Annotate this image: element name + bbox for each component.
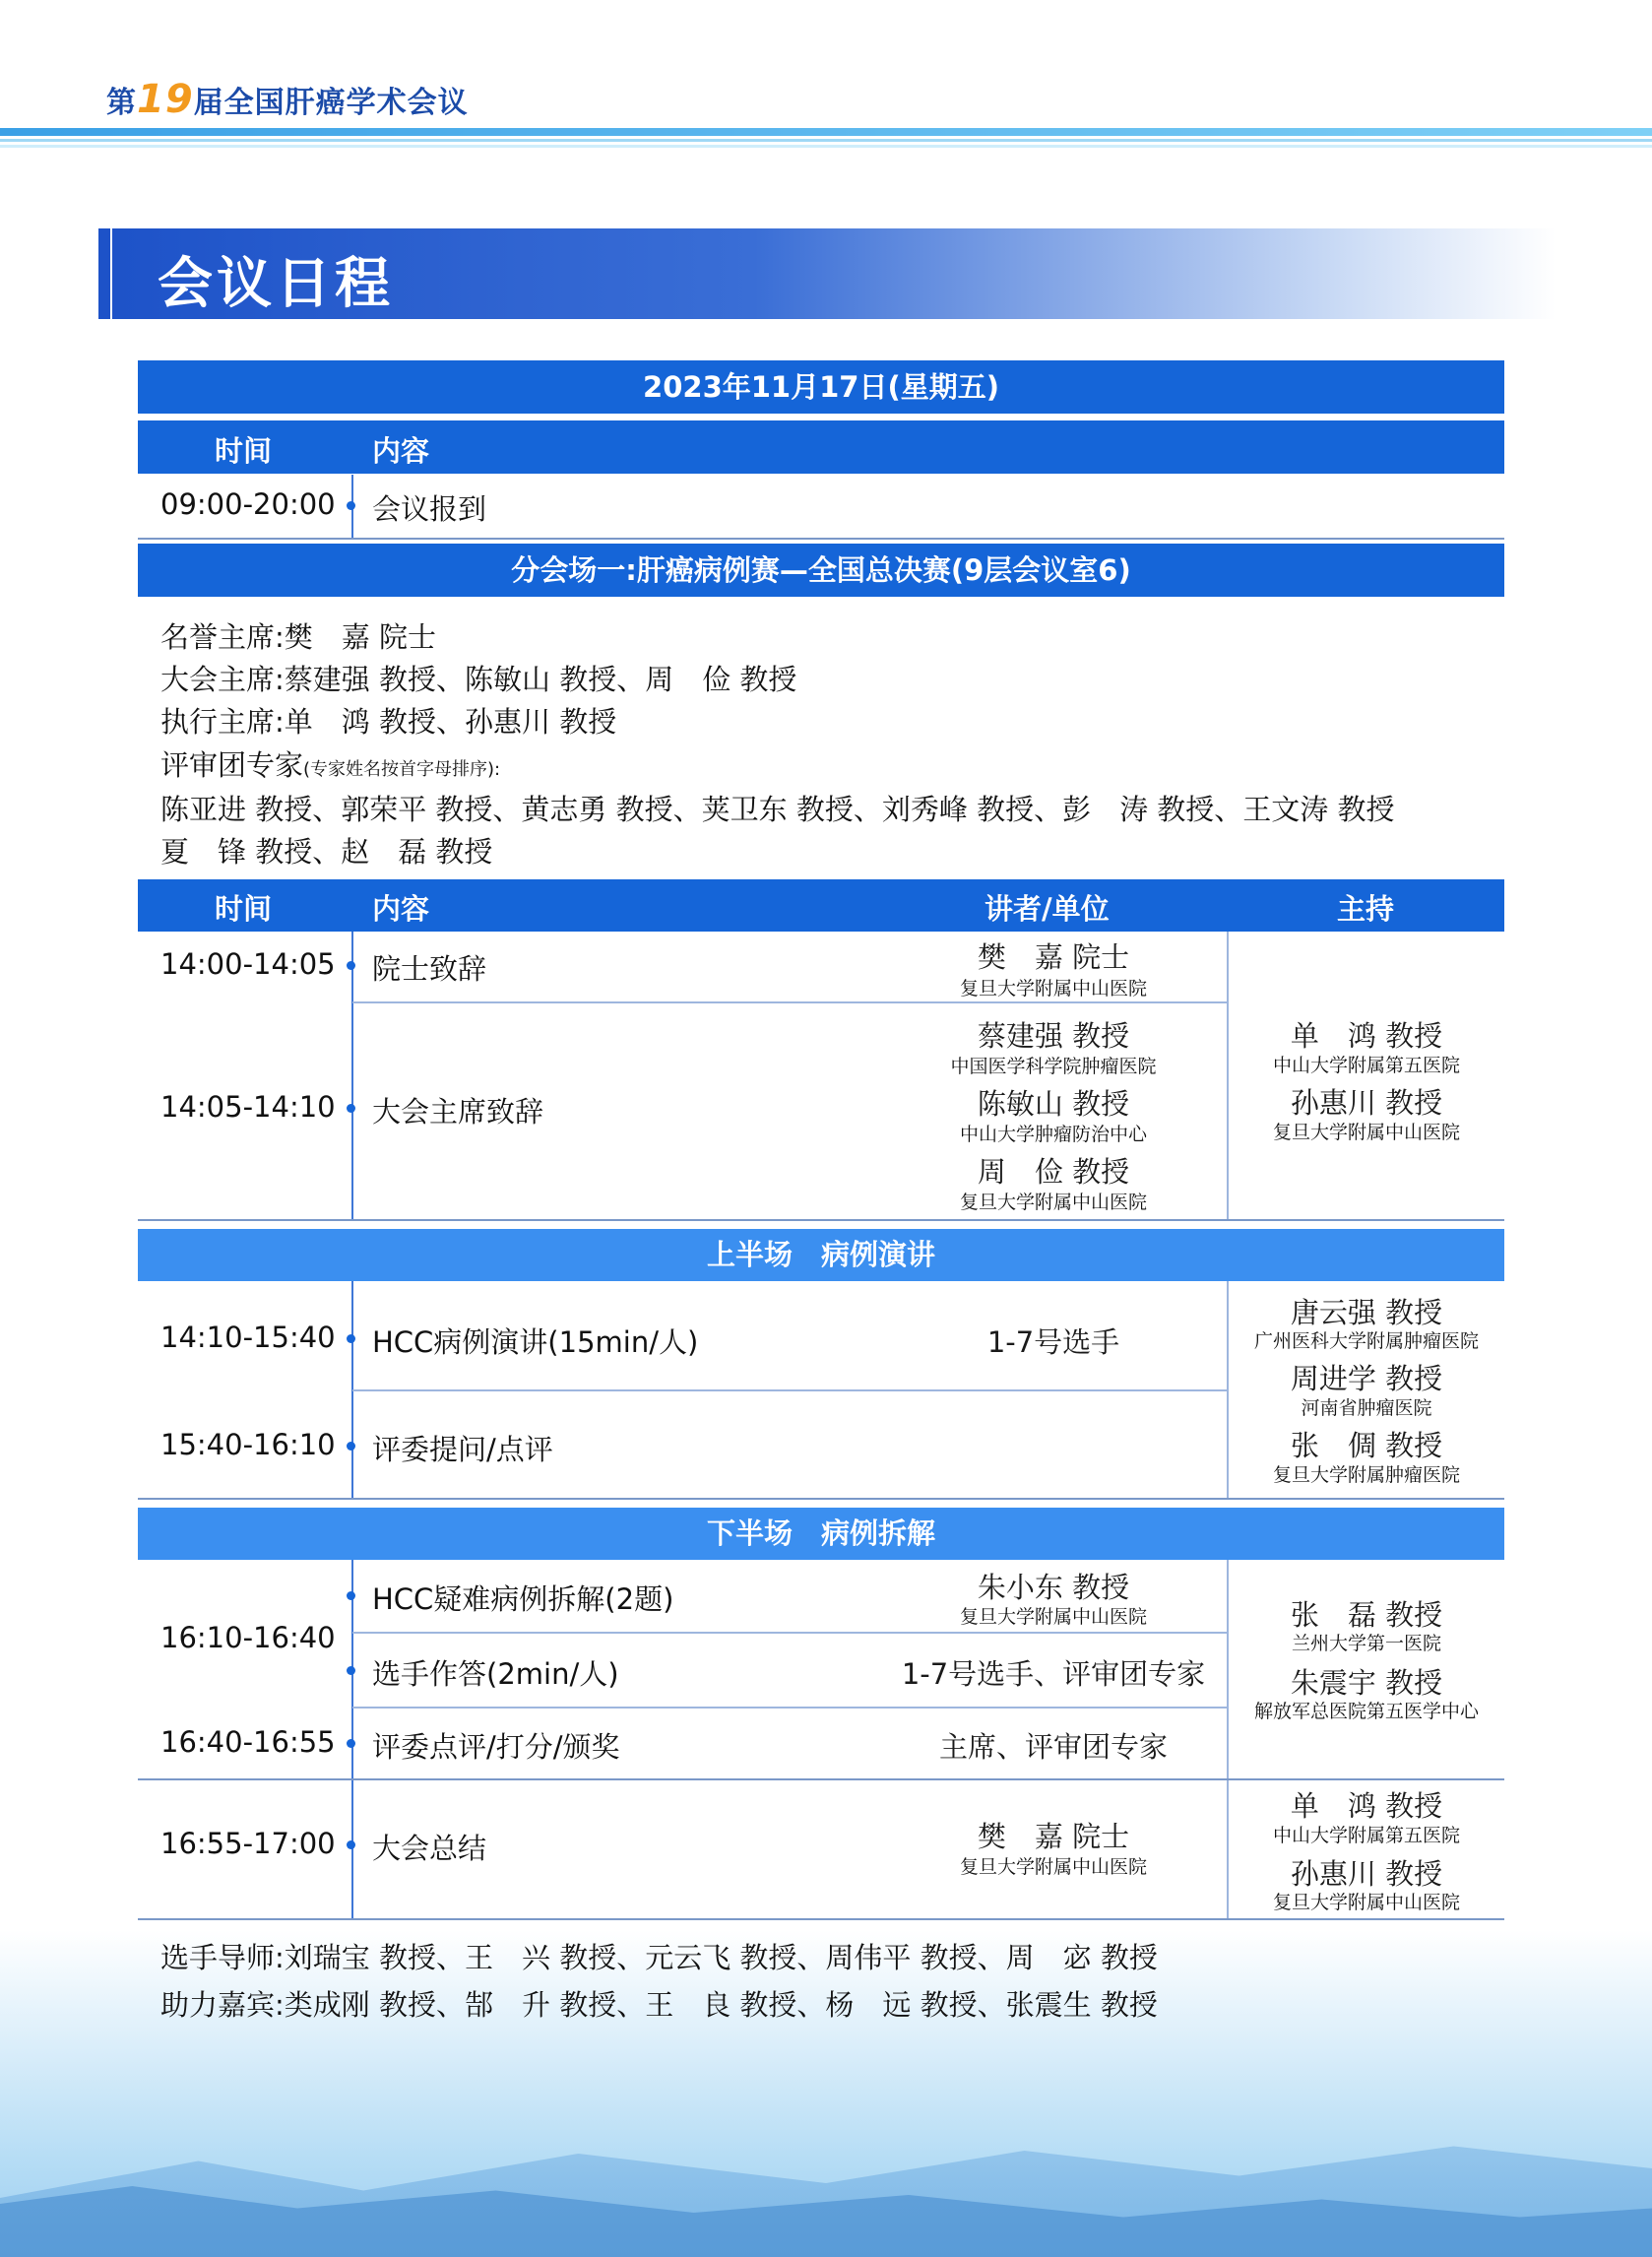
opening-r2-speaker-3: 周 俭 教授 (977, 1155, 1130, 1189)
first-half-r2-time: 15:40-16:10 (160, 1428, 336, 1461)
opening-r2-org-2: 中山大学肿瘤防治中心 (959, 1124, 1147, 1145)
jury-list-2: 夏 锋 教授、赵 磊 教授 (160, 835, 493, 869)
first-half-r1-content: HCC病例演讲(15min/人) (372, 1325, 699, 1359)
row-divider (352, 1632, 1227, 1634)
closing-host-2-org: 复旦大学附属中山医院 (1272, 1892, 1460, 1913)
opening-r2-org-3: 复旦大学附属中山医院 (959, 1192, 1147, 1213)
title-accent-gap (110, 228, 112, 319)
closing-speaker-org: 复旦大学附属中山医院 (959, 1856, 1147, 1878)
first-half-r1-speaker: 1-7号选手 (986, 1325, 1120, 1359)
opening-r2-speaker-1: 蔡建强 教授 (977, 1019, 1130, 1053)
header-content: 内容 (372, 434, 430, 468)
second-half-time-1: 16:10-16:40 (160, 1621, 336, 1654)
header-speaker: 讲者/单位 (985, 892, 1110, 926)
row-divider (138, 1918, 1504, 1920)
jury-note: (专家姓名按首字母排序): (303, 759, 501, 780)
first-half-host-2-org: 河南省肿瘤医院 (1301, 1397, 1432, 1419)
timeline-line (351, 932, 353, 1219)
venue-bar: 分会场一:肝癌病例赛—全国总决赛(9层会议室6) (138, 544, 1504, 597)
program-header-row (138, 879, 1504, 932)
second-half-r1-org: 复旦大学附属中山医院 (959, 1606, 1147, 1628)
header-rule-thin2 (0, 145, 1652, 148)
first-half-bar: 上半场 病例演讲 (138, 1229, 1504, 1281)
timeline-dot (347, 1591, 355, 1600)
second-half-host-2-org: 解放军总医院第五医学中心 (1253, 1701, 1479, 1722)
executive-chair: 执行主席:单 鸿 教授、孙惠川 教授 (160, 705, 617, 739)
opening-r1-content: 院士致辞 (372, 952, 487, 986)
timeline-dot (347, 1104, 355, 1113)
second-half-host-1-org: 兰州大学第一医院 (1291, 1633, 1441, 1654)
second-half-r3-content: 评委点评/打分/颁奖 (372, 1730, 620, 1764)
opening-r1-time: 14:00-14:05 (160, 947, 336, 981)
row-divider (352, 1707, 1227, 1709)
opening-host-2-org: 复旦大学附属中山医院 (1272, 1122, 1460, 1143)
second-half-r3-time: 16:40-16:55 (160, 1725, 336, 1759)
header-time: 时间 (215, 434, 273, 468)
timeline-dot (347, 501, 355, 510)
section-title-bar (98, 228, 1556, 319)
conference-chair: 大会主席:蔡建强 教授、陈敏山 教授、周 俭 教授 (160, 663, 797, 696)
closing-host-2: 孙惠川 教授 (1290, 1857, 1443, 1891)
header-rule (0, 128, 1652, 136)
timeline-dot (347, 961, 355, 970)
section-title: 会议日程 (158, 252, 394, 316)
timeline-dot (347, 1666, 355, 1675)
opening-r2-org-1: 中国医学科学院肿瘤医院 (950, 1056, 1157, 1077)
row-divider (138, 1498, 1504, 1500)
row-divider (138, 538, 1504, 540)
header-host: 主持 (1337, 892, 1395, 926)
opening-host-1: 单 鸿 教授 (1290, 1019, 1443, 1053)
row-divider (352, 1001, 1227, 1003)
second-half-r2-speaker: 1-7号选手、评审团专家 (901, 1657, 1206, 1691)
first-half-r1-time: 14:10-15:40 (160, 1321, 336, 1354)
row-divider (138, 1219, 1504, 1221)
second-half-host-1: 张 磊 教授 (1290, 1598, 1443, 1632)
closing-time: 16:55-17:00 (160, 1827, 336, 1860)
timeline-dot (347, 1840, 355, 1849)
header-rule-thin (0, 139, 1652, 142)
first-half-host-3: 张 倜 教授 (1290, 1429, 1443, 1462)
logo-prefix: 第 (106, 86, 137, 120)
header-time-2: 时间 (215, 892, 273, 926)
mentors-line: 选手导师:刘瑞宝 教授、王 兴 教授、元云飞 教授、周伟平 教授、周 宓 教授 (160, 1941, 1158, 1974)
timeline-dot (347, 1739, 355, 1748)
opening-host-1-org: 中山大学附属第五医院 (1272, 1055, 1460, 1076)
second-half-r1-speaker: 朱小东 教授 (977, 1571, 1130, 1604)
second-half-bar: 下半场 病例拆解 (138, 1508, 1504, 1560)
second-half-r3-speaker: 主席、评审团专家 (938, 1730, 1168, 1764)
jury-label: 评审团专家 (160, 748, 304, 782)
opening-r2-time: 14:05-14:10 (160, 1090, 336, 1124)
first-half-host-1: 唐云强 教授 (1290, 1296, 1443, 1329)
first-half-r2-content: 评委提问/点评 (372, 1433, 553, 1466)
logo-suffix: 届全国肝癌学术会议 (193, 86, 469, 120)
opening-r2-speaker-2: 陈敏山 教授 (977, 1087, 1130, 1121)
first-half-host-1-org: 广州医科大学附属肿瘤医院 (1253, 1330, 1479, 1352)
day-bar: 2023年11月17日(星期五) (138, 360, 1504, 414)
closing-host-1-org: 中山大学附属第五医院 (1272, 1825, 1460, 1846)
second-half-r1-content: HCC疑难病例拆解(2题) (372, 1582, 674, 1616)
closing-content: 大会总结 (372, 1832, 487, 1865)
second-half-r2-content: 选手作答(2min/人) (372, 1657, 619, 1691)
registration-time: 09:00-20:00 (160, 487, 336, 521)
timeline-dot (347, 1334, 355, 1343)
conference-logo (106, 77, 469, 122)
sky-background (0, 1930, 1652, 2257)
header-content-2: 内容 (372, 892, 430, 926)
timeline-dot (347, 1442, 355, 1451)
row-divider (352, 1389, 1227, 1391)
opening-r1-speaker: 樊 嘉 院士 (977, 940, 1130, 974)
guests-line: 助力嘉宾:类成刚 教授、郜 升 教授、王 良 教授、杨 远 教授、张震生 教授 (160, 1988, 1158, 2022)
table-header-row (138, 420, 1504, 474)
opening-host-2: 孙惠川 教授 (1290, 1086, 1443, 1120)
honorary-chair: 名誉主席:樊 嘉 院士 (160, 620, 436, 654)
second-half-host-2: 朱震宇 教授 (1290, 1666, 1443, 1700)
opening-r1-org: 复旦大学附属中山医院 (959, 978, 1147, 1000)
first-half-host-2: 周进学 教授 (1290, 1362, 1443, 1395)
closing-speaker: 樊 嘉 院士 (977, 1820, 1130, 1853)
opening-r2-content: 大会主席致辞 (372, 1095, 544, 1128)
registration-content: 会议报到 (372, 492, 487, 526)
closing-host-1: 单 鸿 教授 (1290, 1789, 1443, 1823)
jury-label-row (160, 743, 500, 784)
row-divider (138, 1778, 1504, 1780)
logo-number: 19 (137, 77, 194, 122)
first-half-host-3-org: 复旦大学附属肿瘤医院 (1272, 1464, 1460, 1486)
title-accent (98, 228, 108, 319)
jury-list-1: 陈亚进 教授、郭荣平 教授、黄志勇 教授、荚卫东 教授、刘秀峰 教授、彭 涛 教授、王文涛 教授 (160, 793, 1395, 826)
